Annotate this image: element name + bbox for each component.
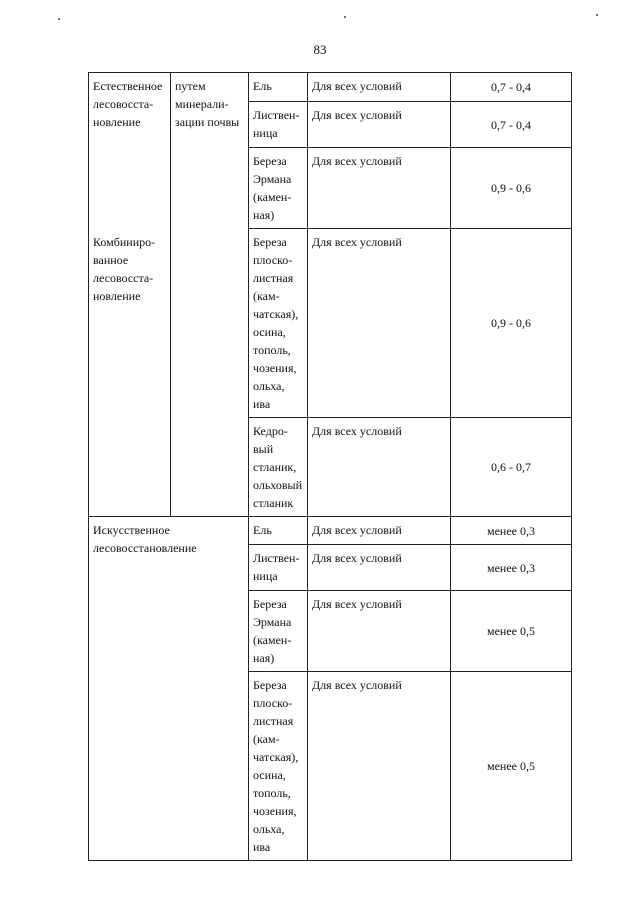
species-cell: Листвен- ница <box>249 545 308 591</box>
value-cell: менее 0,3 <box>451 545 572 591</box>
species-cell: Береза плоско- листная (кам- чатская), осина, тополь, чозения, ольха, ива <box>249 672 308 861</box>
value-cell: менее 0,5 <box>451 672 572 861</box>
page-number: 83 <box>313 42 327 57</box>
conditions-cell: Для всех условий <box>308 102 451 148</box>
regeneration-type-cell <box>89 73 171 517</box>
regeneration-table <box>88 72 572 861</box>
conditions-cell: Для всех условий <box>308 418 451 517</box>
table-row <box>89 73 572 102</box>
regeneration-type-natural: Естественное лесовосста- новление <box>93 79 163 129</box>
value-cell: менее 0,3 <box>451 517 572 545</box>
conditions-cell: Для всех условий <box>308 545 451 591</box>
scan-speck <box>596 14 598 16</box>
species-cell: Ель <box>249 517 308 545</box>
conditions-cell: Для всех условий <box>308 672 451 861</box>
conditions-cell: Для всех условий <box>308 591 451 672</box>
species-cell: Ель <box>249 73 308 102</box>
regeneration-type-combined: Комбиниро- ванное лесовосста- новление <box>93 235 156 303</box>
table-row <box>89 517 572 545</box>
conditions-cell: Для всех условий <box>308 73 451 102</box>
species-cell: Кедро- вый стланик, ольховый стланик <box>249 418 308 517</box>
species-cell: Береза плоско- листная (кам- чатская), осина, тополь, чозения, ольха, ива <box>249 229 308 418</box>
scan-speck <box>344 16 346 18</box>
conditions-cell: Для всех условий <box>308 517 451 545</box>
value-cell: 0,7 - 0,4 <box>451 73 572 102</box>
species-cell: Береза Эрмана (камен- ная) <box>249 591 308 672</box>
value-cell: 0,9 - 0,6 <box>451 229 572 418</box>
value-cell: менее 0,5 <box>451 591 572 672</box>
species-cell: Береза Эрмана (камен- ная) <box>249 148 308 229</box>
conditions-cell: Для всех условий <box>308 229 451 418</box>
value-cell: 0,9 - 0,6 <box>451 148 572 229</box>
scan-speck <box>58 18 60 20</box>
value-cell: 0,6 - 0,7 <box>451 418 572 517</box>
regeneration-type-artificial: Искусственное лесовосстановление <box>89 517 249 861</box>
conditions-cell: Для всех условий <box>308 148 451 229</box>
value-cell: 0,7 - 0,4 <box>451 102 572 148</box>
species-cell: Листвен- ница <box>249 102 308 148</box>
method-cell: путем минерали- зации почвы <box>171 73 249 517</box>
